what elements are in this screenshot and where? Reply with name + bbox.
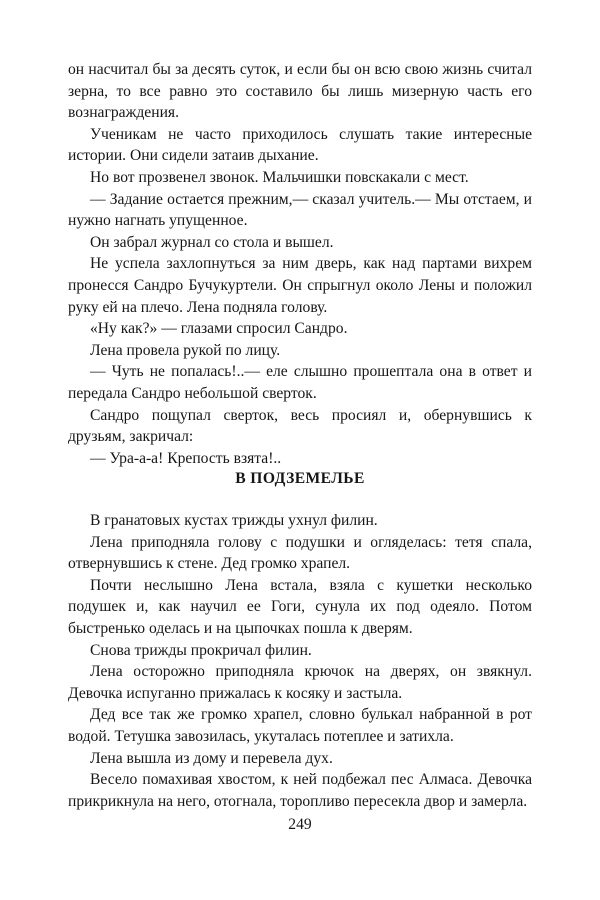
paragraph: он насчитал бы за десять суток, и если бы он всю свою жизнь считал зерна, то все равно это составило бы лишь мизерную часть его вознаграждения. <box>68 61 532 122</box>
text-block-bottom <box>68 510 532 812</box>
paragraph: Лена провела рукой по лицу. <box>90 341 281 359</box>
paragraph: В гранатовых кустах трижды ухнул филин. <box>90 512 378 529</box>
paragraph: Сандро пощупал сверток, весь просиял и, обернувшись к друзьям, закричал: <box>68 406 532 446</box>
paragraph: «Ну как?» — глазами спросил Сандро. <box>90 320 348 338</box>
paragraph: Лена осторожно приподняла крючок на дверях, он звякнул. Девочка испуганно прижалась к косяку и застыла. <box>68 663 532 702</box>
paragraph: Ученикам не часто приходилось слушать такие интересные истории. Они сидели затаив дыхание. <box>68 125 532 165</box>
section-heading: В ПОДЗЕМЕЛЬЕ <box>235 470 365 487</box>
paragraph: Дед все так же громко храпел, словно булькал набранной в рот водой. Тетушка завозилась, укуталась потеплее и затихла. <box>68 706 532 745</box>
paragraph: — Чуть не попалась!..— еле слышно прошептала она в ответ и передала Сандро небольшой сверток. <box>68 363 532 402</box>
page-number: 249 <box>288 816 312 833</box>
paragraph: Почти неслышно Лена встала, взяла с кушетки несколько подушек и, как научил ее Гоги, сунула их под одеяло. Потом быстренько оделась и на цыпочках пошла к дверям. <box>68 576 532 637</box>
paragraph: Но вот прозвенел звонок. Мальчишки повскакали с мест. <box>90 168 469 186</box>
paragraph: Не успела захлопнуться за ним дверь, как над партами вихрем пронесся Сандро Бучукуртели. Он спрыгнул около Лены и положил руку ей на плечо. Лена подняла голову. <box>68 255 532 316</box>
text-block-top <box>68 59 532 469</box>
paragraph: Лена вышла из дому и перевела дух. <box>90 749 333 767</box>
paragraph: — Ура-а-а! Крепость взята!.. <box>90 449 282 467</box>
paragraph: Снова трижды прокричал филин. <box>90 641 312 659</box>
paragraph: — Задание остается прежним,— сказал учитель.— Мы отстаем, и нужно нагнать упущенное. <box>68 190 532 230</box>
paragraph: Лена приподняла голову с подушки и огляделась: тетя спала, отвернувшись к стене. Дед громко храпел. <box>68 533 532 573</box>
paragraph: Весело помахивая хвостом, к ней подбежал пес Алмаса. Девочка прикрикнула на него, отогнала, торопливо пересекла двор и замерла. <box>68 771 532 810</box>
paragraph: Он забрал журнал со стола и вышел. <box>90 233 334 251</box>
